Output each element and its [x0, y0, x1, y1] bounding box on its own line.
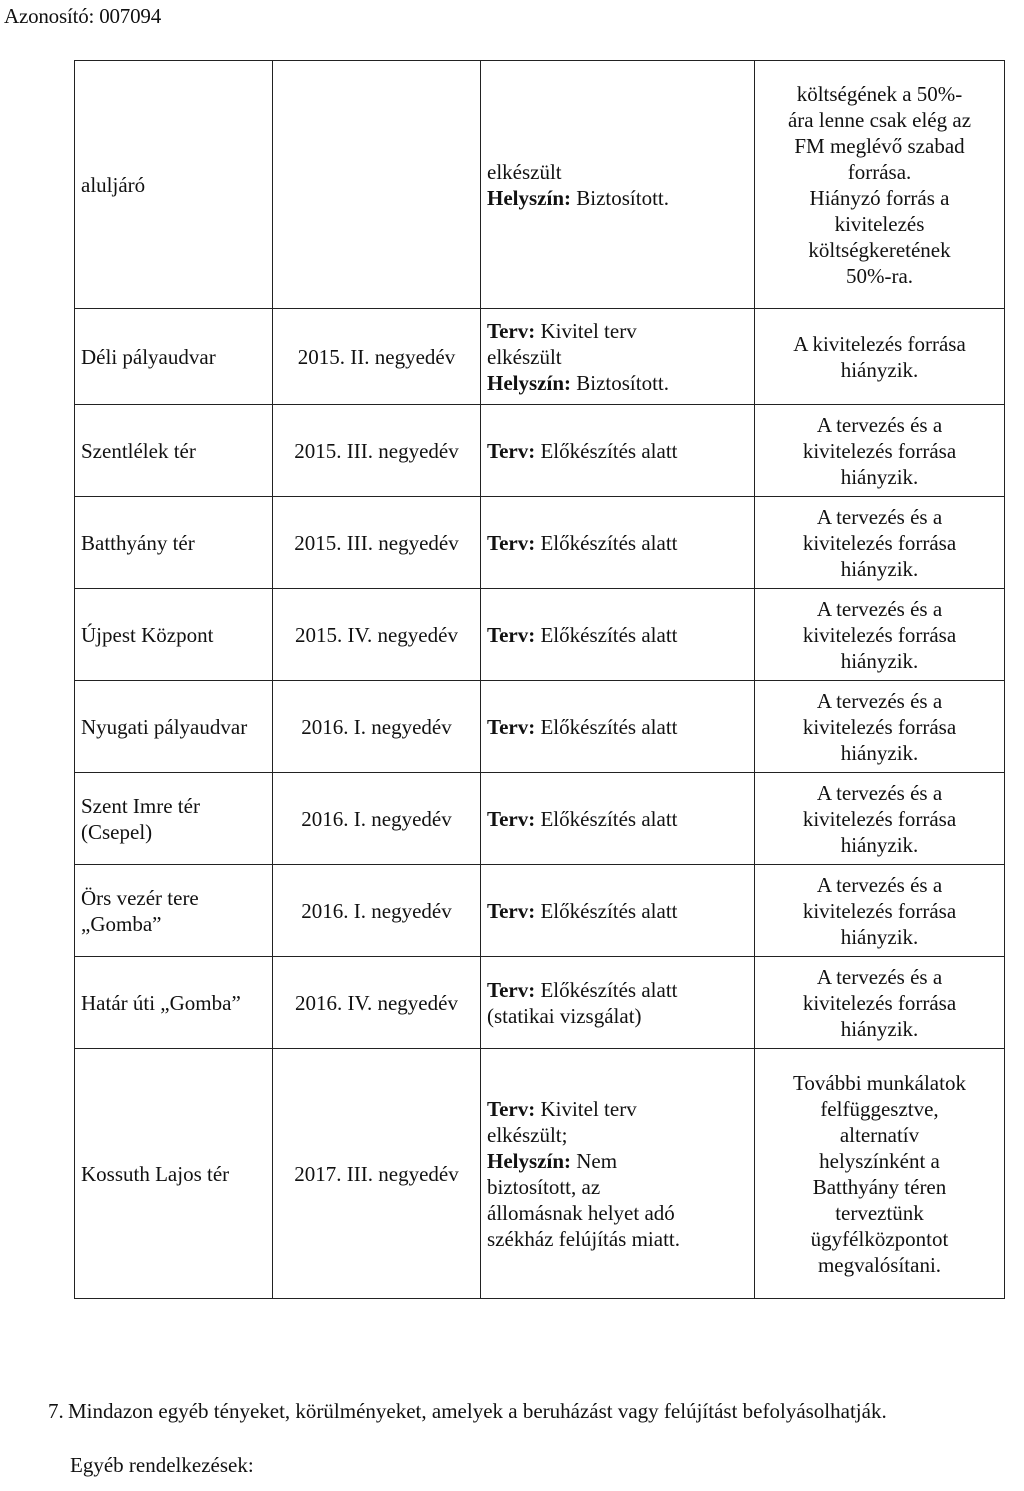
table-row: [75, 865, 1005, 957]
note-cell: A tervezés és a kivitelezés forrása hiányzik.: [755, 589, 1005, 681]
location-cell: Újpest Központ: [75, 589, 273, 681]
plan-cell: Terv: Előkészítés alatt: [481, 773, 755, 865]
table-row: [75, 681, 1005, 773]
location-cell: Déli pályaudvar: [75, 309, 273, 405]
location-cell: Kossuth Lajos tér: [75, 1049, 273, 1299]
note-cell: költségének a 50%- ára lenne csak elég az FM meglévő szabad forrása. Hiányzó forrás a kivitelezés költségkeretének 50%-ra.: [755, 61, 1005, 309]
table-row: [75, 61, 1005, 309]
plan-cell: Terv: Kivitel terv elkészült; Helyszín: Nem biztosított, az állomásnak helyet adó székház felújítás miatt.: [481, 1049, 755, 1299]
location-cell: Örs vezér tere „Gomba”: [75, 865, 273, 957]
location-cell: Nyugati pályaudvar: [75, 681, 273, 773]
location-cell: Szent Imre tér (Csepel): [75, 773, 273, 865]
plan-cell: Terv: Előkészítés alatt: [481, 497, 755, 589]
note-cell: További munkálatok felfüggesztve, alternatív helyszínként a Batthyány téren terveztünk ügyfélközpontot megvalósítani.: [755, 1049, 1005, 1299]
plan-cell: Terv: Előkészítés alatt: [481, 681, 755, 773]
timing-cell: 2016. I. negyedév: [273, 773, 481, 865]
plan-line: elkészült: [487, 159, 562, 184]
note-cell: A tervezés és a kivitelezés forrása hiányzik.: [755, 957, 1005, 1049]
timing-cell: [273, 61, 481, 309]
plan-cell: Terv: Előkészítés alatt: [481, 589, 755, 681]
section-number: 7.: [48, 1399, 64, 1423]
note-cell: A tervezés és a kivitelezés forrása hiányzik.: [755, 773, 1005, 865]
plan-cell: Terv: Előkészítés alatt: [481, 865, 755, 957]
note-cell: A tervezés és a kivitelezés forrása hiányzik.: [755, 865, 1005, 957]
section-subheading: Egyéb rendelkezések:: [70, 1453, 254, 1477]
plan-cell: Terv: Előkészítés alatt (statikai vizsgálat): [481, 957, 755, 1049]
table-row: [75, 957, 1005, 1049]
project-schedule-table: [74, 60, 1005, 1299]
location-cell: Határ úti „Gomba”: [75, 957, 273, 1049]
plan-line: Helyszín: Biztosított.: [487, 185, 670, 210]
table-row: [75, 589, 1005, 681]
timing-cell: 2016. IV. negyedév: [273, 957, 481, 1049]
document-id: Azonosító: 007094: [4, 4, 162, 28]
table-row: [75, 497, 1005, 589]
table-row: [75, 773, 1005, 865]
location-cell: Batthyány tér: [75, 497, 273, 589]
note-cell: A tervezés és a kivitelezés forrása hiányzik.: [755, 405, 1005, 497]
location-cell: Szentlélek tér: [75, 405, 273, 497]
plan-cell: Terv: Előkészítés alatt: [481, 405, 755, 497]
location-cell: aluljáró: [75, 61, 273, 309]
section-7: [48, 1398, 998, 1477]
table-row: [75, 1049, 1005, 1299]
timing-cell: 2017. III. negyedév: [273, 1049, 481, 1299]
plan-cell: [481, 61, 755, 309]
section-text: Mindazon egyéb tényeket, körülményeket, amelyek a beruházást vagy felújítást befolyásolhatják.: [68, 1399, 887, 1423]
plan-cell: Terv: Kivitel terv elkészült Helyszín: Biztosított.: [481, 309, 755, 405]
timing-cell: 2016. I. negyedév: [273, 681, 481, 773]
timing-cell: 2015. IV. negyedév: [273, 589, 481, 681]
timing-cell: 2015. II. negyedév: [273, 309, 481, 405]
table-row: [75, 405, 1005, 497]
timing-cell: 2016. I. negyedév: [273, 865, 481, 957]
timing-cell: 2015. III. negyedév: [273, 497, 481, 589]
table-row: [75, 309, 1005, 405]
timing-cell: 2015. III. negyedév: [273, 405, 481, 497]
note-cell: A kivitelezés forrása hiányzik.: [755, 309, 1005, 405]
note-cell: A tervezés és a kivitelezés forrása hiányzik.: [755, 497, 1005, 589]
note-cell: A tervezés és a kivitelezés forrása hiányzik.: [755, 681, 1005, 773]
